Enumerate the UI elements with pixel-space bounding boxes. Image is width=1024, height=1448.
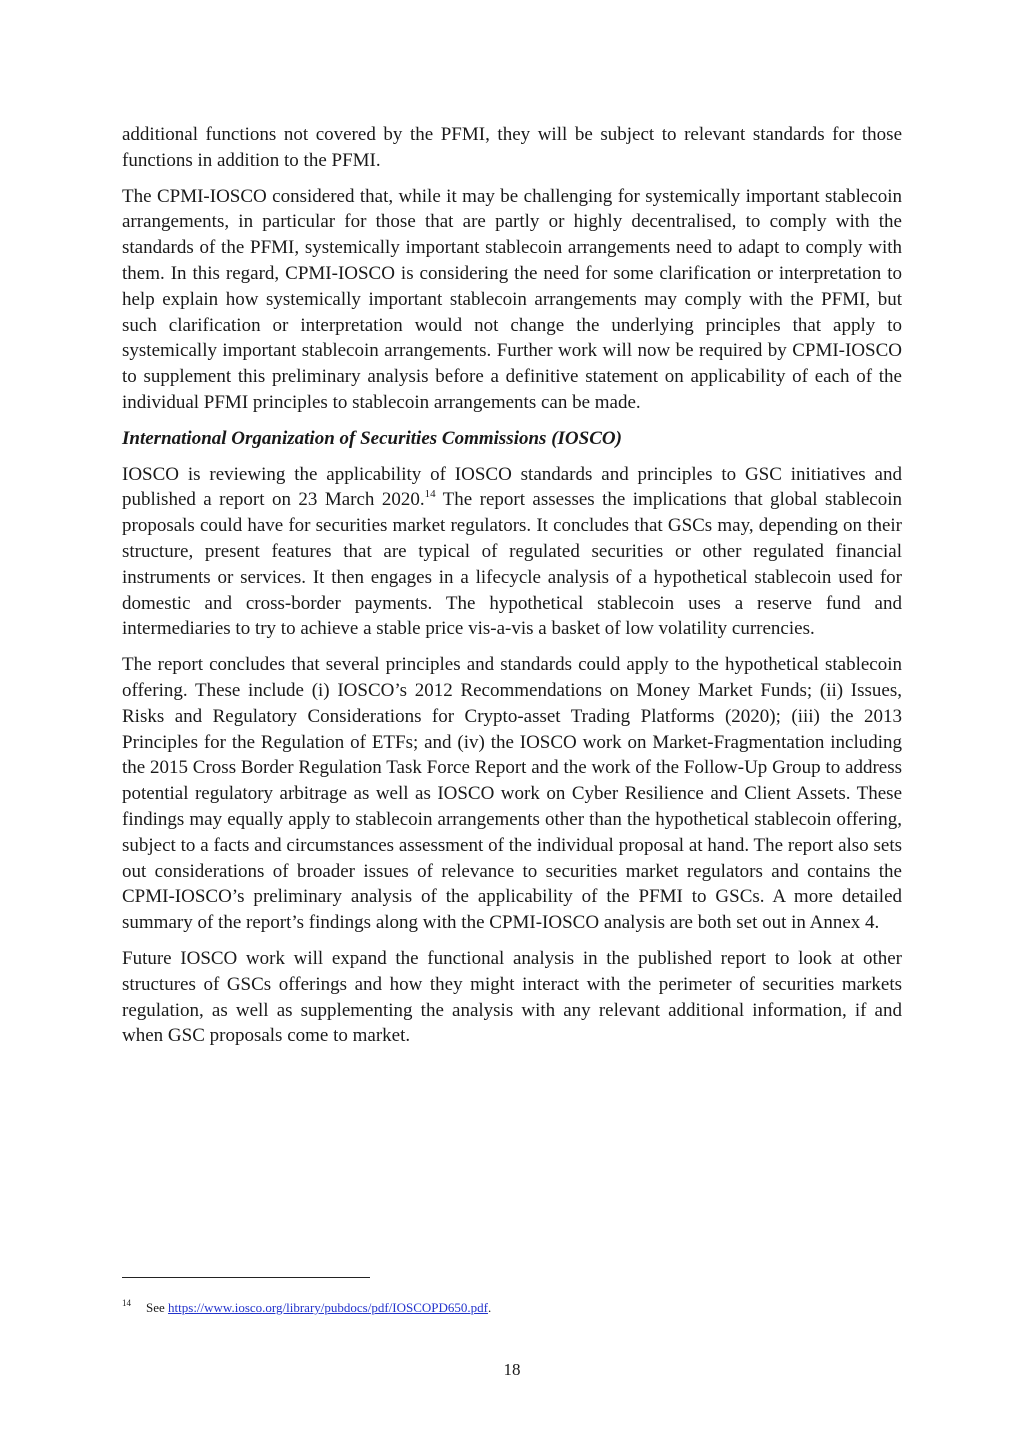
paragraph-cpmi-iosco-consideration: The CPMI-IOSCO considered that, while it may be challenging for systemically important stablecoin arrangements, in particular for those that are partly or highly decentralised, to comply with the standards of the PFMI, systemically important stablecoin arrangements need to adapt to comply with them. In this regard, CPMI-IOSCO is considering the need for some clarification or interpretation to help explain how systemically important stablecoin arrangements may comply with the PFMI, but such clarification or interpretation would not change the underlying principles that apply to systemically important stablecoin arrangements. Further work will now be required by CPMI-IOSCO to supplement this preliminary analysis before a definitive statement on applicability of each of the individual PFMI principles to stablecoin arrangements can be made. bbox=[122, 185, 902, 413]
page-body bbox=[122, 122, 902, 1059]
footnote-link[interactable]: https://www.iosco.org/library/pubdocs/pdf/IOSCOPD650.pdf bbox=[168, 1300, 488, 1315]
footnote-separator bbox=[122, 1277, 370, 1278]
footnote-14 bbox=[122, 1300, 491, 1316]
footnote-number: 14 bbox=[122, 1298, 131, 1308]
paragraph-pfmi-continuation: additional functions not covered by the PFMI, they will be subject to relevant standards for those functions in addition to the PFMI. bbox=[122, 124, 902, 171]
paragraph-iosco-review bbox=[122, 462, 902, 643]
paragraph-future-work: Future IOSCO work will expand the functional analysis in the published report to look at other structures of GSCs offerings and how they might interact with the perimeter of securities markets regulation, as well as supplementing the analysis with any relevant additional information, if and when GSC proposals come to market. bbox=[122, 947, 902, 1047]
section-heading-iosco: International Organization of Securities Commissions (IOSCO) bbox=[122, 427, 622, 449]
paragraph-iosco-review-text-a: IOSCO is reviewing the applicability of IOSCO standards and principles to GSC initiatives and published a report on 23 March 2020. bbox=[122, 463, 902, 511]
paragraph-iosco-review-text-b: The report assesses the implications that global stablecoin proposals could have for securities market regulators. It concludes that GSCs may, depending on their structure, present features that are typical of regulated securities or other regulated financial instruments or services. It then engages in a lifecycle analysis of a hypothetical stablecoin used for domestic and cross-border payments. The hypothetical stablecoin uses a reserve fund and intermediaries to try to achieve a stable price vis-a-vis a basket of low volatility currencies. bbox=[122, 489, 902, 640]
footnote-suffix: . bbox=[487, 1300, 492, 1315]
page-number: 18 bbox=[503, 1360, 521, 1379]
paragraph-report-conclusions: The report concludes that several principles and standards could apply to the hypothetical stablecoin offering. These include (i) IOSCO’s 2012 Recommendations on Money Market Funds; (ii) Issues, Risks and Regulatory Considerations for Crypto-asset Trading Platforms (2020); (iii) the 2013 Principles for the Regulation of ETFs; and (iv) the IOSCO work on Market-Fragmentation including the 2015 Cross Border Regulation Task Force Report and the work of the Follow-Up Group to address potential regulatory arbitrage as well as IOSCO work on Cyber Resilience and Client Assets. These findings may equally apply to stablecoin arrangements other than the hypothetical stablecoin offering, subject to a facts and circumstances assessment of the individual proposal at hand. The report also sets out considerations of broader issues of relevance to securities market regulators and contains the CPMI-IOSCO’s preliminary analysis of the applicability of the PFMI to GSCs. A more detailed summary of the report’s findings along with the CPMI-IOSCO analysis are both set out in Annex 4. bbox=[122, 654, 902, 934]
footnote-reference-14[interactable]: 14 bbox=[424, 488, 436, 501]
footnote-prefix: See bbox=[146, 1300, 169, 1315]
